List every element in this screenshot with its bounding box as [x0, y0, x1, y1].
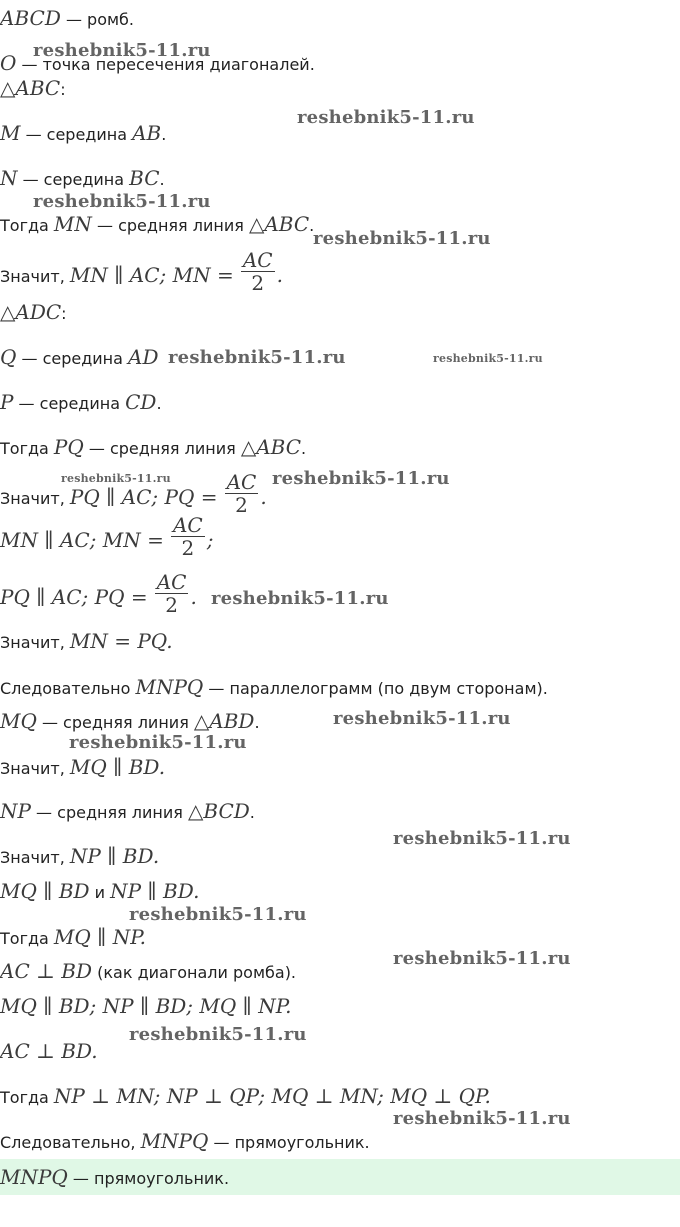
line-pq-summary: PQ ∥ AC; PQ = $\frac{AC}{2}$ . [0, 570, 197, 617]
watermark: reshebnik5-11.ru [168, 347, 346, 368]
answer-box [0, 1159, 680, 1195]
line-perpendicular-sides: Тогда NP ⊥ MN; NP ⊥ QP; MQ ⊥ MN; MQ ⊥ QP. [0, 1084, 491, 1108]
line-np-parallel-bd: Значит, NP ∥ BD. [0, 844, 160, 868]
watermark: reshebnik5-11.ru [33, 191, 211, 212]
watermark: reshebnik5-11.ru [433, 352, 543, 365]
line-midpoint-m: M — середина AB. [0, 121, 167, 145]
line-pq-parallel-ac: Значит, PQ ∥ AC; PQ = $\frac{AC}{2}$ . [0, 470, 267, 517]
line-parallelogram: Следовательно MNPQ — параллелограмм (по двум сторонам). [0, 675, 548, 699]
line-both-parallel: MQ ∥ BD и NP ∥ BD. [0, 879, 200, 903]
watermark: reshebnik5-11.ru [33, 40, 211, 61]
line-ac-perp-bd: AC ⊥ BD. [0, 1039, 98, 1063]
line-parallel-summary: MQ ∥ BD; NP ∥ BD; MQ ∥ NP. [0, 994, 292, 1018]
line-midpoint-q: Q — середина AD [0, 345, 159, 369]
line-midline-pq: Тогда PQ — средняя линия △ABC. [0, 435, 307, 459]
line-midline-mn: Тогда MN — средняя линия △ABC. [0, 212, 315, 236]
fraction: $\frac{AC}{2}$ [172, 513, 203, 560]
line-triangle-adc: △ADC: [0, 300, 67, 324]
fraction: $\frac{AC}{2}$ [242, 248, 273, 295]
line-rhombus: ABCD — ромб. [0, 6, 134, 30]
answer-text: MNPQ — прямоугольник. [0, 1165, 230, 1189]
line-diagonals-perpendicular: AC ⊥ BD (как диагонали ромба). [0, 959, 297, 983]
watermark: reshebnik5-11.ru [61, 472, 171, 485]
line-triangle-abc: △ABC: [0, 76, 66, 100]
watermark: reshebnik5-11.ru [393, 948, 571, 969]
watermark: reshebnik5-11.ru [393, 1108, 571, 1129]
watermark: reshebnik5-11.ru [393, 828, 571, 849]
line-midline-np: NP — средняя линия △BCD. [0, 799, 255, 823]
line-midpoint-p: P — середина CD. [0, 390, 162, 414]
line-mn-summary: MN ∥ AC; MN = $\frac{AC}{2}$ ; [0, 513, 214, 560]
watermark: reshebnik5-11.ru [129, 904, 307, 925]
watermark: reshebnik5-11.ru [69, 732, 247, 753]
line-mq-parallel-bd: Значит, MQ ∥ BD. [0, 755, 166, 779]
fraction: $\frac{AC}{2}$ [156, 570, 187, 617]
line-midline-mq: MQ — средняя линия △ABD. [0, 709, 260, 733]
line-mn-equals-pq: Значит, MN = PQ. [0, 629, 173, 653]
watermark: reshebnik5-11.ru [129, 1024, 307, 1045]
line-conclusion: Следовательно, MNPQ — прямоугольник. [0, 1129, 370, 1153]
watermark: reshebnik5-11.ru [272, 468, 450, 489]
fraction: $\frac{AC}{2}$ [226, 470, 257, 517]
watermark: reshebnik5-11.ru [297, 107, 475, 128]
watermark: reshebnik5-11.ru [211, 588, 389, 609]
watermark: reshebnik5-11.ru [313, 228, 491, 249]
line-mn-parallel-ac: Значит, MN ∥ AC; MN = $\frac{AC}{2}$ . [0, 248, 283, 295]
line-midpoint-n: N — середина BC. [0, 166, 165, 190]
watermark: reshebnik5-11.ru [333, 708, 511, 729]
line-mq-parallel-np: Тогда MQ ∥ NP. [0, 925, 147, 949]
line-intersection-point: O — точка пересечения диагоналей. [0, 51, 315, 75]
